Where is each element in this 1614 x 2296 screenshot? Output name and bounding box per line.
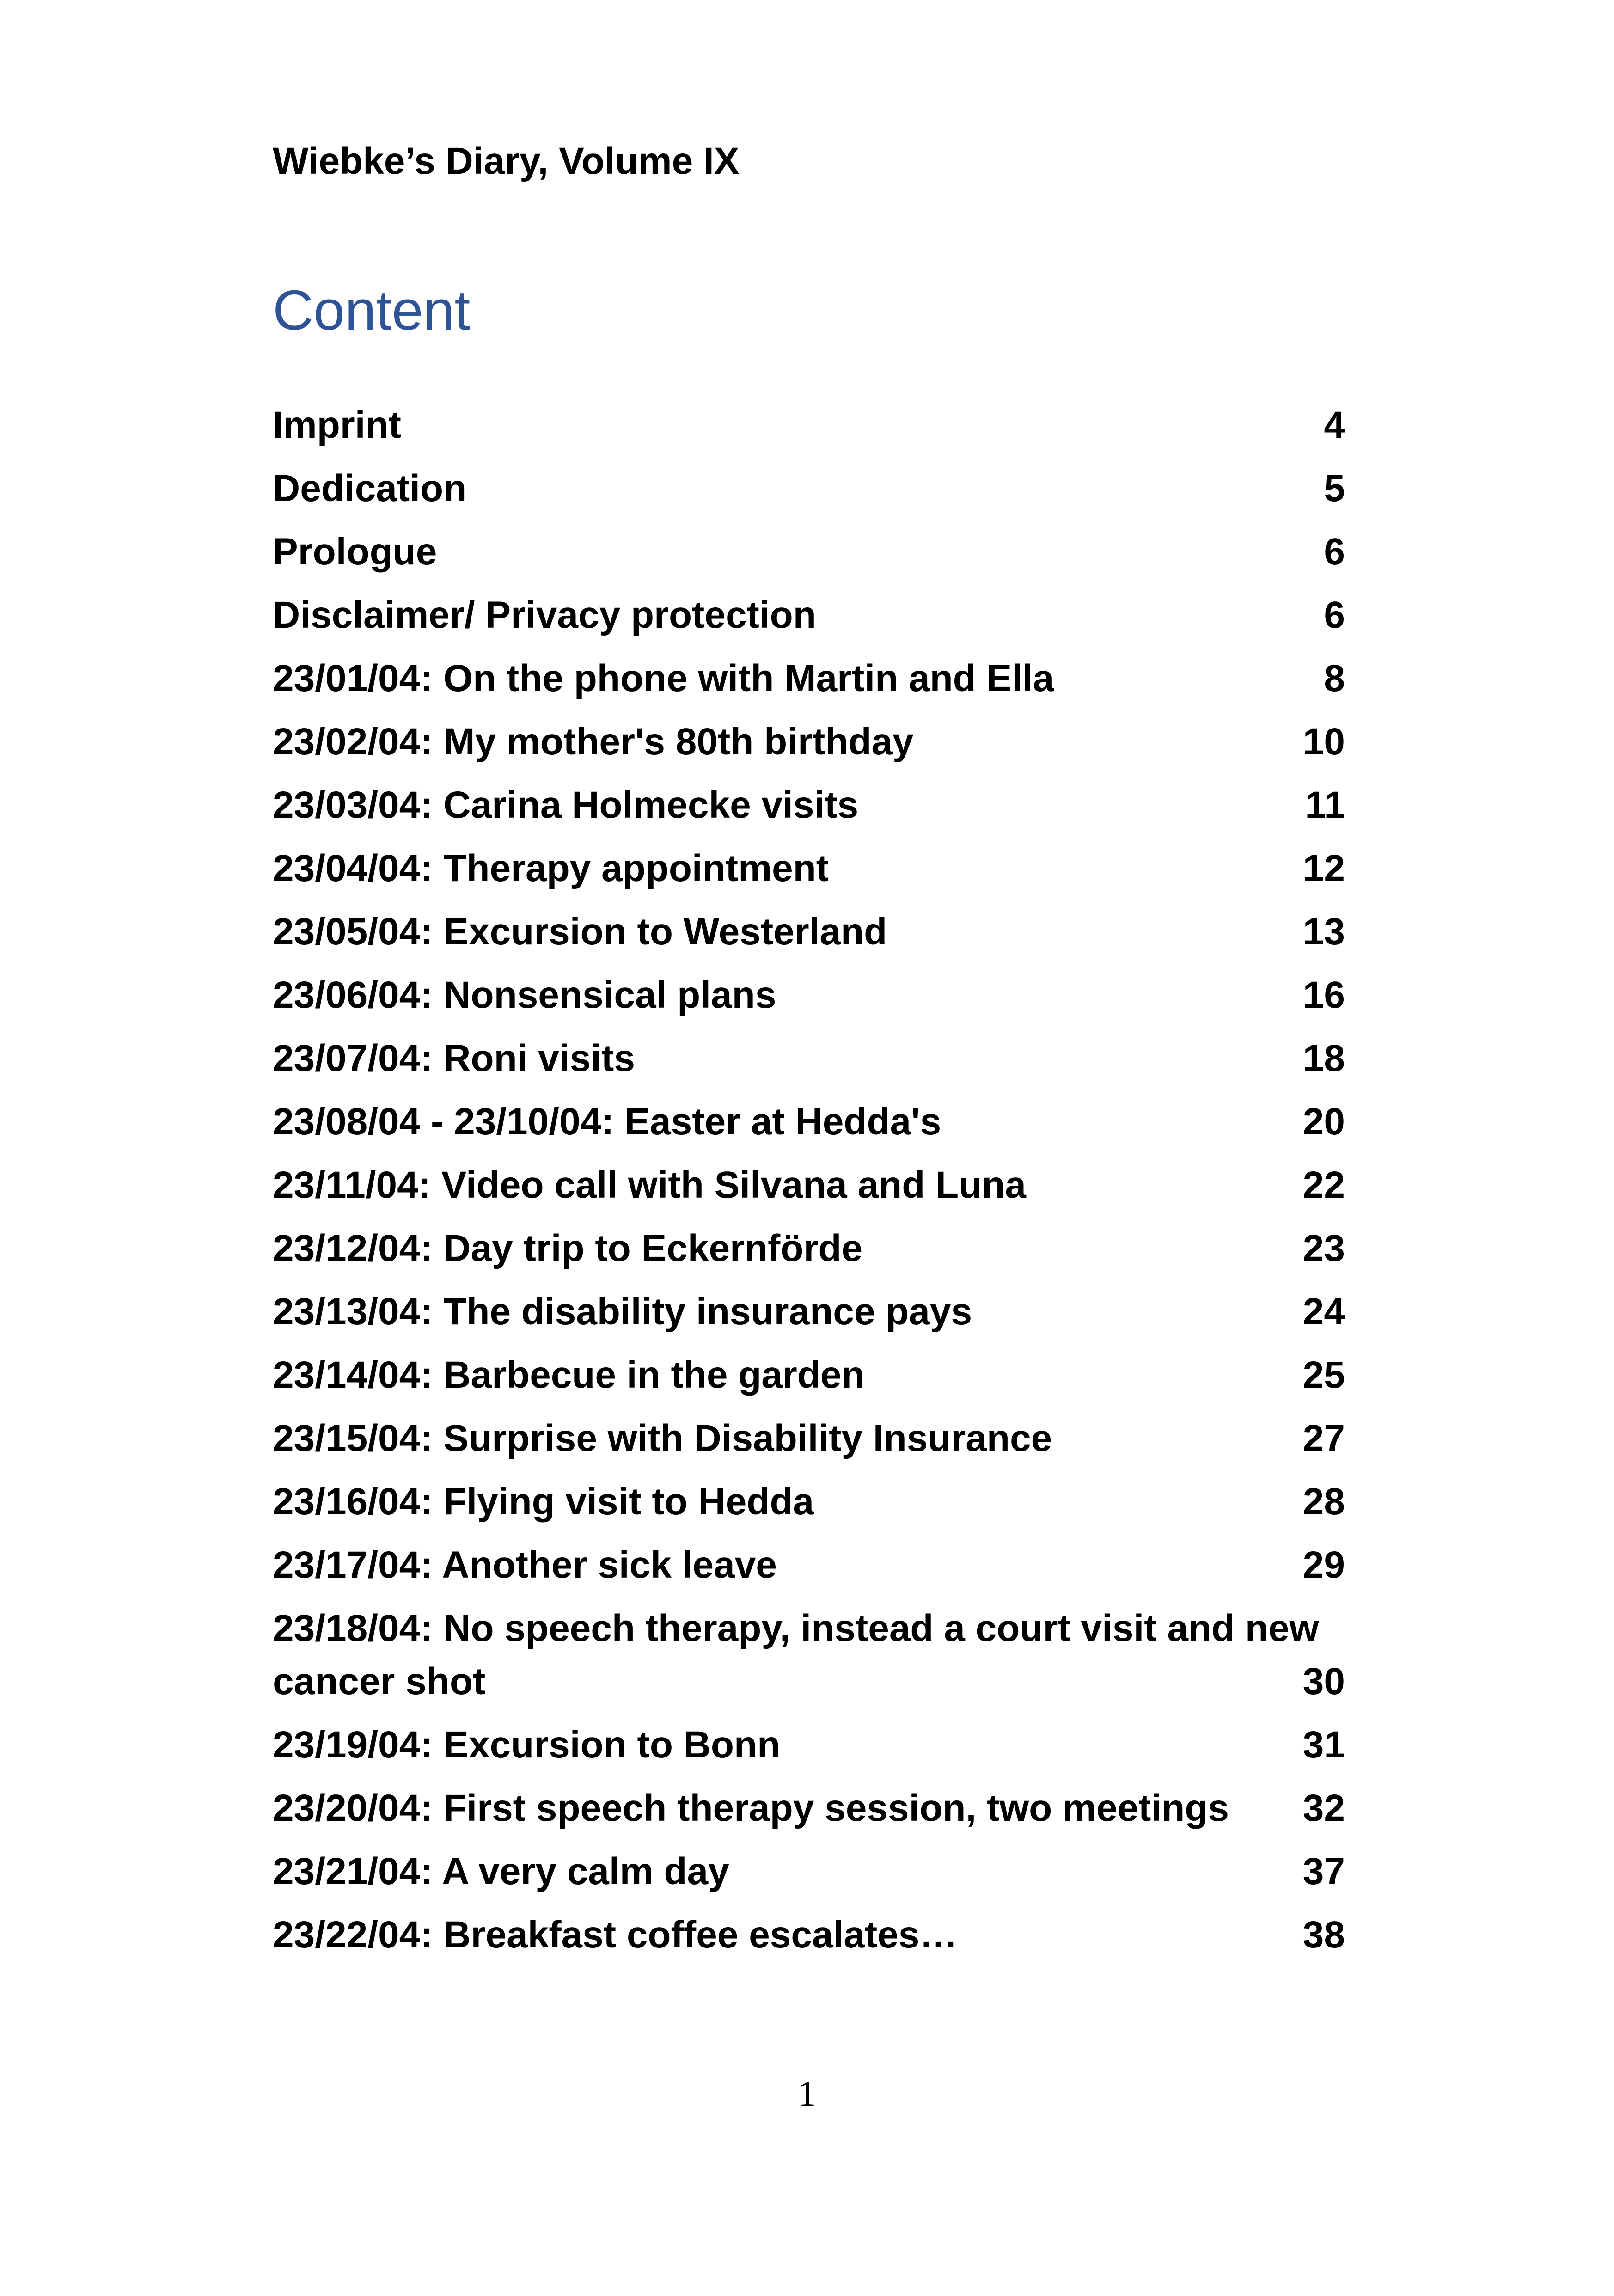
toc-entry-title: 23/20/04: First speech therapy session, two meetings (273, 1787, 1229, 1829)
toc-entry-page: 31 (1302, 1724, 1345, 1766)
toc-entry-page: 30 (1302, 1660, 1345, 1702)
toc-entry-title: 23/01/04: On the phone with Martin and Ella (273, 657, 1054, 699)
toc-entry (273, 1085, 1345, 1148)
toc-entry (273, 1465, 1345, 1528)
toc-entry-page: 37 (1302, 1850, 1345, 1892)
toc-entry-page: 29 (1302, 1544, 1345, 1586)
toc-entry-page: 6 (1324, 531, 1345, 573)
toc-entry-title: 23/06/04: Nonsensical plans (273, 974, 776, 1016)
toc-entry-title: 23/14/04: Barbecue in the garden (273, 1354, 865, 1396)
toc-entry (273, 1528, 1345, 1592)
toc-entry-page: 12 (1302, 847, 1345, 889)
toc-entry (273, 1148, 1345, 1212)
toc-entry-page: 5 (1324, 467, 1345, 509)
toc-entry (273, 452, 1345, 515)
toc-entry-page: 28 (1302, 1481, 1345, 1523)
book-title: Wiebke’s Diary, Volume IX (273, 140, 740, 182)
toc-entry-title: 23/03/04: Carina Holmecke visits (273, 784, 859, 826)
toc-entry (273, 895, 1345, 958)
toc-entry (273, 388, 1345, 452)
toc-entry (273, 705, 1345, 768)
toc-entry-page: 6 (1324, 594, 1345, 636)
page-number: 1 (798, 2073, 816, 2113)
toc-entry-page: 38 (1302, 1914, 1345, 1956)
toc-entry-title: Imprint (273, 404, 401, 446)
toc-entry (273, 1708, 1345, 1771)
toc-entry-page: 22 (1302, 1164, 1345, 1206)
toc-entry (273, 515, 1345, 578)
toc-entry-title: 23/22/04: Breakfast coffee escalates… (273, 1914, 958, 1956)
toc-entry-title: Prologue (273, 531, 437, 573)
toc-entry-page: 4 (1324, 404, 1345, 446)
toc-entry (273, 1022, 1345, 1085)
toc-entry-title: 23/13/04: The disability insurance pays (273, 1291, 972, 1333)
toc-entry-page: 13 (1302, 911, 1345, 953)
toc-entry-page: 23 (1302, 1227, 1345, 1269)
toc-entry-title: 23/21/04: A very calm day (273, 1850, 729, 1892)
toc-entry-page: 8 (1324, 657, 1345, 699)
toc-entry (273, 1592, 1345, 1708)
toc-entry-page: 25 (1302, 1354, 1345, 1396)
toc-entry-page: 16 (1302, 974, 1345, 1016)
toc-entry (273, 1402, 1345, 1465)
toc-entry (273, 1771, 1345, 1835)
toc-entry-title: 23/05/04: Excursion to Westerland (273, 911, 887, 953)
toc-entry-title: 23/17/04: Another sick leave (273, 1544, 777, 1586)
toc-entry (273, 768, 1345, 832)
toc-entry (273, 1275, 1345, 1338)
toc-entry-title: Disclaimer/ Privacy protection (273, 594, 816, 636)
toc-entry (273, 958, 1345, 1022)
toc-entry-title: 23/04/04: Therapy appointment (273, 847, 829, 889)
toc-entry (273, 1898, 1345, 1961)
toc-entry-title: 23/12/04: Day trip to Eckernförde (273, 1227, 863, 1269)
toc-entry-title: 23/11/04: Video call with Silvana and Luna (273, 1164, 1026, 1206)
toc-entry-title: 23/16/04: Flying visit to Hedda (273, 1481, 814, 1523)
toc-entry-title: 23/15/04: Surprise with Disability Insurance (273, 1417, 1052, 1459)
toc-entry (273, 1835, 1345, 1898)
table-of-contents (273, 388, 1345, 1961)
toc-entry-page: 27 (1302, 1417, 1345, 1459)
toc-entry (273, 642, 1345, 705)
toc-entry (273, 832, 1345, 895)
toc-entry-page: 20 (1302, 1101, 1345, 1143)
toc-entry (273, 578, 1345, 642)
toc-entry-page: 32 (1302, 1787, 1345, 1829)
toc-entry-page: 18 (1302, 1037, 1345, 1079)
toc-entry-title: 23/18/04: No speech therapy, instead a court visit and new cancer shot (273, 1607, 1319, 1702)
toc-entry-page: 24 (1302, 1291, 1345, 1333)
toc-entry-title: 23/19/04: Excursion to Bonn (273, 1724, 781, 1766)
toc-entry-title: 23/08/04 - 23/10/04: Easter at Hedda's (273, 1101, 942, 1143)
toc-entry (273, 1338, 1345, 1402)
contents-heading: Content (273, 279, 471, 342)
toc-entry-title: 23/02/04: My mother's 80th birthday (273, 721, 914, 763)
toc-entry-page: 11 (1305, 784, 1345, 826)
toc-entry (273, 1212, 1345, 1275)
toc-entry-title: 23/07/04: Roni visits (273, 1037, 635, 1079)
toc-entry-page: 10 (1302, 721, 1345, 763)
toc-entry-title: Dedication (273, 467, 467, 509)
